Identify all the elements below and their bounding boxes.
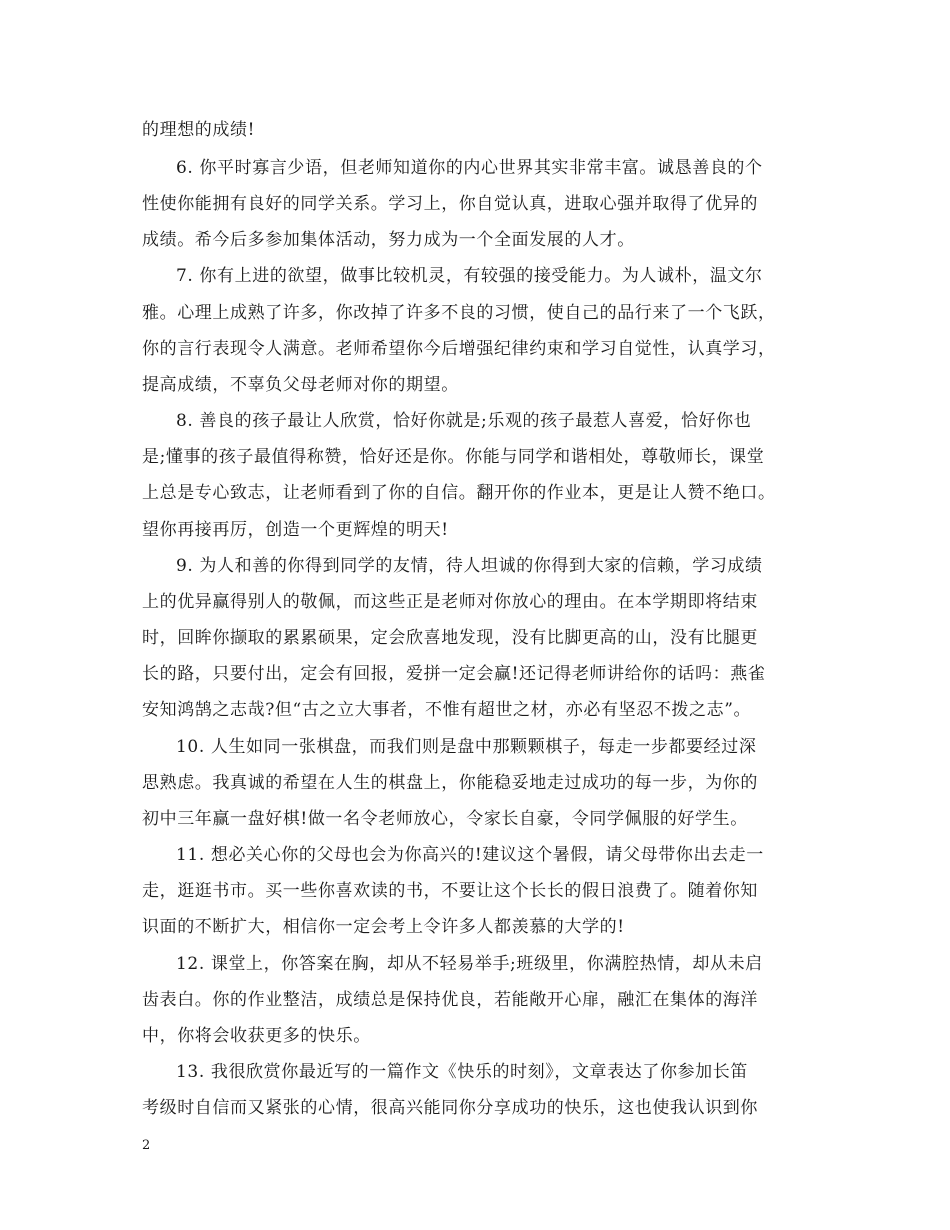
text-line: 是;懂事的孩子最值得称赞，恰好还是你。你能与同学和谐相处，尊敬师长，课堂 bbox=[142, 447, 765, 467]
text-line: 12. 课堂上，你答案在胸，却从不轻易举手;班级里，你满腔热情，却从未启 bbox=[176, 954, 763, 974]
text-line: 9. 为人和善的你得到同学的友情，待人坦诚的你得到大家的信赖，学习成绩 bbox=[176, 556, 763, 576]
text-line: 思熟虑。我真诚的希望在人生的棋盘上，你能稳妥地走过成功的每一步，为你的 bbox=[142, 773, 758, 793]
text-line: 6. 你平时寡言少语，但老师知道你的内心世界其实非常丰富。诚恳善良的个 bbox=[176, 158, 763, 178]
text-line: 中，你将会收获更多的快乐。 bbox=[142, 1026, 371, 1046]
text-line: 雅。心理上成熟了许多，你改掉了许多不良的习惯，使自己的品行来了一个飞跃， bbox=[142, 303, 776, 323]
text-line: 的理想的成绩! bbox=[142, 120, 256, 140]
text-line: 7. 你有上进的欲望，做事比较机灵，有较强的接受能力。为人诚朴，温文尔 bbox=[176, 266, 763, 286]
text-line: 上的优异赢得别人的敬佩，而这些正是老师对你放心的理由。在本学期即将结束 bbox=[142, 592, 758, 612]
text-line: 11. 想必关心你的父母也会为你高兴的!建议这个暑假，请父母带你出去走一 bbox=[176, 845, 764, 865]
text-line: 你的言行表现令人满意。老师希望你今后增强纪律约束和学习自觉性，认真学习， bbox=[142, 339, 776, 359]
text-line: 长的路，只要付出，定会有回报，爱拼一定会赢!还记得老师讲给你的话吗：燕雀 bbox=[142, 664, 766, 684]
text-line: 提高成绩，不辜负父母老师对你的期望。 bbox=[142, 375, 459, 395]
text-line: 时，回眸你撷取的累累硕果，定会欣喜地发现，没有比脚更高的山，没有比腿更 bbox=[142, 628, 758, 648]
text-line: 上总是专心致志，让老师看到了你的自信。翻开你的作业本，更是让人赞不绝口。 bbox=[142, 483, 776, 503]
text-line: 齿表白。你的作业整洁，成绩总是保持优良，若能敞开心扉，融汇在集体的海洋 bbox=[142, 990, 758, 1010]
page-number: 2 bbox=[142, 1138, 151, 1153]
text-line: 走，逛逛书市。买一些你喜欢读的书，不要让这个长长的假日浪费了。随着你知 bbox=[142, 881, 758, 901]
text-line: 性使你能拥有良好的同学关系。学习上，你自觉认真，进取心强并取得了优异的 bbox=[142, 194, 758, 214]
text-line: 安知鸿鹄之志哉?但“古之立大事者，不惟有超世之材，亦必有坚忍不拨之志”。 bbox=[142, 700, 752, 720]
text-line: 识面的不断扩大，相信你一定会考上令许多人都羡慕的大学的! bbox=[142, 917, 625, 937]
text-line: 10. 人生如同一张棋盘，而我们则是盘中那颗颗棋子，每走一步都要经过深 bbox=[176, 737, 757, 757]
text-line: 考级时自信而又紧张的心情，很高兴能同你分享成功的快乐，这也使我认识到你 bbox=[142, 1098, 758, 1118]
text-line: 初中三年赢一盘好棋!做一名令老师放心，令家长自豪，令同学佩服的好学生。 bbox=[142, 809, 748, 829]
text-line: 成绩。希今后多参加集体活动，努力成为一个全面发展的人才。 bbox=[142, 230, 635, 250]
text-line: 8. 善良的孩子最让人欣赏，恰好你就是;乐观的孩子最惹人喜爱，恰好你也 bbox=[176, 411, 752, 431]
text-line: 13. 我很欣赏你最近写的一篇作文《快乐的时刻》，文章表达了你参加长笛 bbox=[176, 1062, 748, 1082]
text-line: 望你再接再厉，创造一个更辉煌的明天! bbox=[142, 520, 449, 540]
